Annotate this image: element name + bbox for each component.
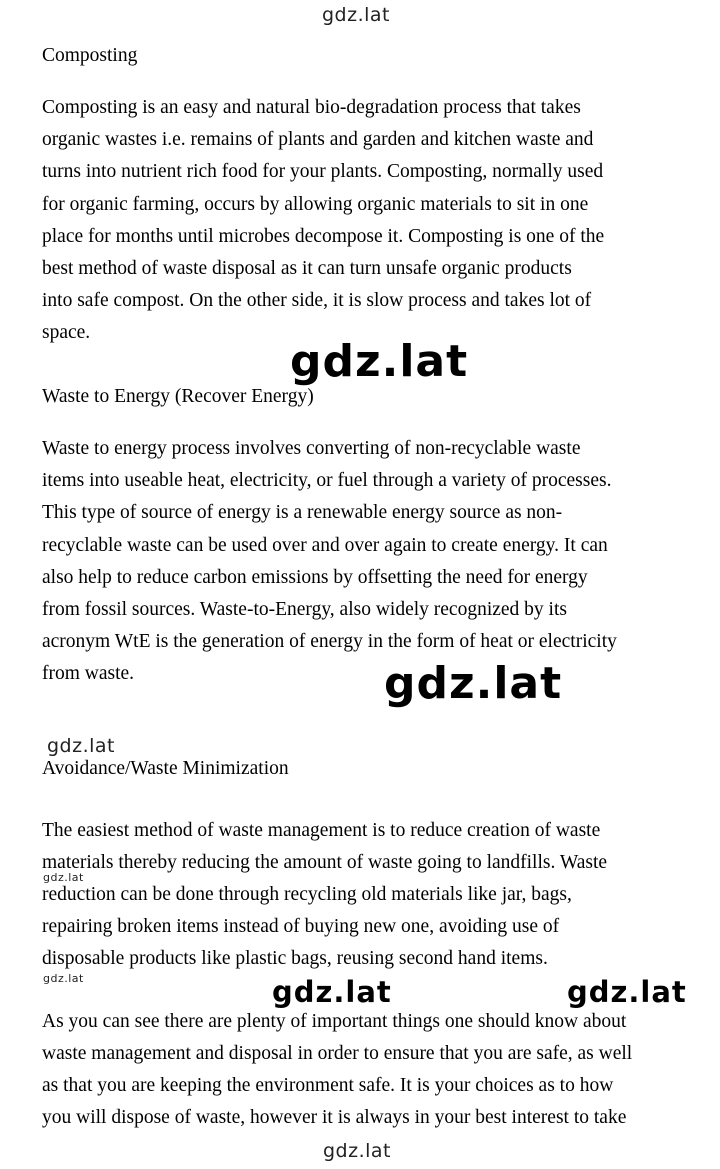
paragraph-line: This type of source of energy is a renewable energy source as non- xyxy=(42,502,563,523)
paragraph-line: organic wastes i.e. remains of plants and garden and kitchen waste and xyxy=(42,129,594,150)
paragraph-line: waste management and disposal in order to ensure that you are safe, as well xyxy=(42,1043,633,1064)
paragraph-line: items into useable heat, electricity, or fuel through a variety of processes. xyxy=(42,470,612,491)
paragraph-line: for organic farming, occurs by allowing organic materials to sit in one xyxy=(42,194,589,215)
paragraph-line: from fossil sources. Waste-to-Energy, also widely recognized by its xyxy=(42,599,567,620)
paragraph-line: disposable products like plastic bags, reusing second hand items. xyxy=(42,948,548,969)
paragraph-line: also help to reduce carbon emissions by offsetting the need for energy xyxy=(42,567,588,588)
paragraph-line: The easiest method of waste management is to reduce creation of waste xyxy=(42,820,601,841)
paragraph-line: from waste. xyxy=(42,663,135,684)
watermark-mid-left: gdz.lat xyxy=(272,975,392,1009)
watermark-tiny-2: gdz.lat xyxy=(43,972,84,985)
paragraph-line: Waste to energy process involves converting of non-recyclable waste xyxy=(42,438,581,459)
section-heading-avoidance: Avoidance/Waste Minimization xyxy=(42,758,289,779)
paragraph-line: Composting is an easy and natural bio-degradation process that takes xyxy=(42,97,581,118)
paragraph-line: materials thereby reducing the amount of waste going to landfills. Waste xyxy=(42,852,608,873)
watermark-center-2: gdz.lat xyxy=(384,658,563,709)
paragraph-line: space. xyxy=(42,322,91,343)
paragraph-line: you will dispose of waste, however it is always in your best interest to take xyxy=(42,1107,627,1128)
paragraph-line: As you can see there are plenty of important things one should know about xyxy=(42,1011,627,1032)
section-heading-composting: Composting xyxy=(42,45,138,66)
watermark-left-small: gdz.lat xyxy=(47,735,116,757)
watermark-bottom: gdz.lat xyxy=(323,1140,392,1162)
paragraph-line: recyclable waste can be used over and over again to create energy. It can xyxy=(42,535,608,556)
watermark-center-1: gdz.lat xyxy=(290,336,469,387)
paragraph-line: best method of waste disposal as it can turn unsafe organic products xyxy=(42,258,572,279)
paragraph-line: place for months until microbes decompose it. Composting is one of the xyxy=(42,226,605,247)
paragraph-line: turns into nutrient rich food for your plants. Composting, normally used xyxy=(42,161,604,182)
paragraph-line: repairing broken items instead of buying new one, avoiding use of xyxy=(42,916,560,937)
watermark-top: gdz.lat xyxy=(322,4,391,26)
paragraph-line: as that you are keeping the environment safe. It is your choices as to how xyxy=(42,1075,614,1096)
section-heading-waste-to-energy: Waste to Energy (Recover Energy) xyxy=(42,386,314,407)
paragraph-line: into safe compost. On the other side, it is slow process and takes lot of xyxy=(42,290,592,311)
watermark-tiny-1: gdz.lat xyxy=(43,871,84,884)
watermark-mid-right: gdz.lat xyxy=(567,975,687,1009)
paragraph-line: acronym WtE is the generation of energy in the form of heat or electricity xyxy=(42,631,617,652)
paragraph-line: reduction can be done through recycling old materials like jar, bags, xyxy=(42,884,572,905)
